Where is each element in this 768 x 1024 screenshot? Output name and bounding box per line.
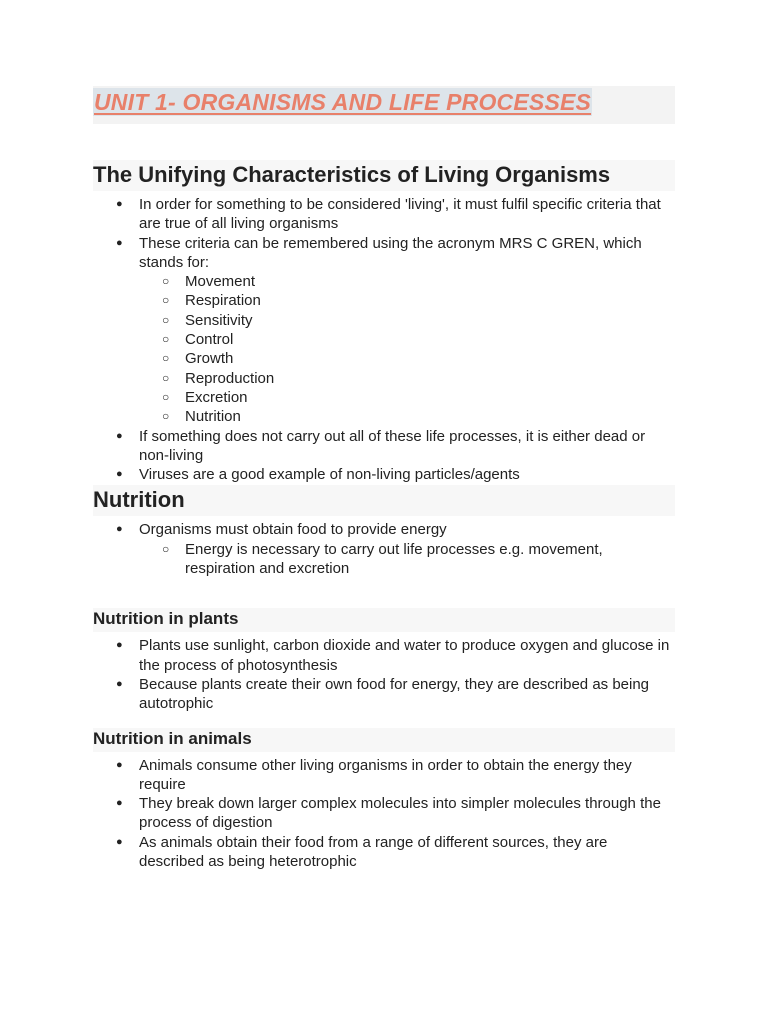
list-item [93, 520, 675, 578]
bullet-icon: ● [116, 758, 123, 771]
characteristics-list [93, 195, 675, 484]
sub-list-item [93, 311, 675, 330]
list-item [93, 427, 675, 466]
sub-list-item [93, 369, 675, 388]
list-item-text: Animals consume other living organisms in order to obtain the energy they require [139, 756, 632, 793]
section-heading-nutrition: Nutrition [93, 485, 675, 516]
sub-list-item-text: Sensitivity [185, 311, 253, 329]
list-item [93, 636, 675, 675]
section-heading-characteristics: The Unifying Characteristics of Living Organisms [93, 160, 675, 191]
unit-title: UNIT 1- ORGANISMS AND LIFE PROCESSES [94, 89, 592, 115]
bullet-icon: ● [116, 677, 123, 690]
list-item-text: Organisms must obtain food to provide energy [139, 521, 447, 539]
list-item-text: Plants use sunlight, carbon dioxide and water to produce oxygen and glucose in the process of photosynthesis [139, 637, 670, 674]
list-item [93, 794, 675, 833]
list-item [93, 234, 675, 427]
animals-list [93, 756, 675, 872]
subheading-nutrition-in-plants: Nutrition in plants [93, 608, 675, 632]
list-item [93, 675, 675, 714]
circle-bullet-icon: ○ [162, 293, 170, 308]
circle-bullet-icon: ○ [162, 274, 170, 289]
nutrition-list [93, 520, 675, 578]
list-item [93, 195, 675, 234]
list-item-text: They break down larger complex molecules into simpler molecules through the process of digestion [139, 795, 661, 832]
sub-list-item-text: Growth [185, 350, 234, 368]
sub-list-item [93, 540, 675, 579]
unit-title-band [93, 86, 675, 124]
bullet-icon: ● [116, 468, 123, 481]
mrs-c-gren-list [93, 272, 675, 426]
sub-list-item-text: Energy is necessary to carry out life processes e.g. movement, respiration and excretion [185, 540, 603, 578]
bullet-icon: ● [116, 523, 123, 536]
list-item-text: If something does not carry out all of these life processes, it is either dead or non-living [139, 427, 646, 464]
sub-list-item [93, 388, 675, 407]
sub-list-item [93, 349, 675, 368]
list-item-text: As animals obtain their food from a range of different sources, they are described as being heterotrophic [139, 833, 608, 871]
subheading-nutrition-in-animals: Nutrition in animals [93, 728, 675, 752]
bullet-icon: ● [116, 236, 123, 249]
circle-bullet-icon: ○ [162, 389, 170, 404]
sub-list-item [93, 330, 675, 349]
plants-list [93, 636, 675, 713]
list-item-text: Viruses are a good example of non-living particles/agents [139, 466, 520, 484]
list-item-text: Because plants create their own food for energy, they are described as being autotrophic [139, 675, 650, 713]
nutrition-sub-list [93, 540, 675, 579]
sub-list-item [93, 407, 675, 426]
sub-list-item-text: Excretion [185, 388, 248, 406]
sub-list-item-text: Respiration [185, 292, 261, 310]
bullet-icon: ● [116, 639, 123, 652]
bullet-icon: ● [116, 198, 123, 210]
list-item-text: These criteria can be remembered using the acronym MRS C GREN, which stands for: [139, 234, 642, 271]
bullet-icon: ● [116, 429, 123, 442]
bullet-icon: ● [116, 835, 123, 848]
circle-bullet-icon: ○ [162, 409, 170, 424]
document-page [93, 86, 675, 871]
sub-list-item-text: Reproduction [185, 369, 275, 387]
circle-bullet-icon: ○ [162, 312, 170, 327]
circle-bullet-icon: ○ [162, 541, 170, 556]
sub-list-item [93, 291, 675, 310]
bullet-icon: ● [116, 797, 123, 810]
sub-list-item-text: Movement [185, 273, 256, 291]
list-item [93, 833, 675, 872]
list-item [93, 465, 675, 484]
list-item-text: In order for something to be considered 'living', it must fulfil specific criteria that are true of all living organisms [139, 196, 661, 233]
circle-bullet-icon: ○ [162, 370, 170, 385]
sub-list-item-text: Control [185, 331, 234, 349]
sub-list-item-text: Nutrition [185, 408, 241, 426]
circle-bullet-icon: ○ [162, 332, 170, 347]
sub-list-item [93, 272, 675, 291]
circle-bullet-icon: ○ [162, 351, 170, 366]
list-item [93, 756, 675, 795]
